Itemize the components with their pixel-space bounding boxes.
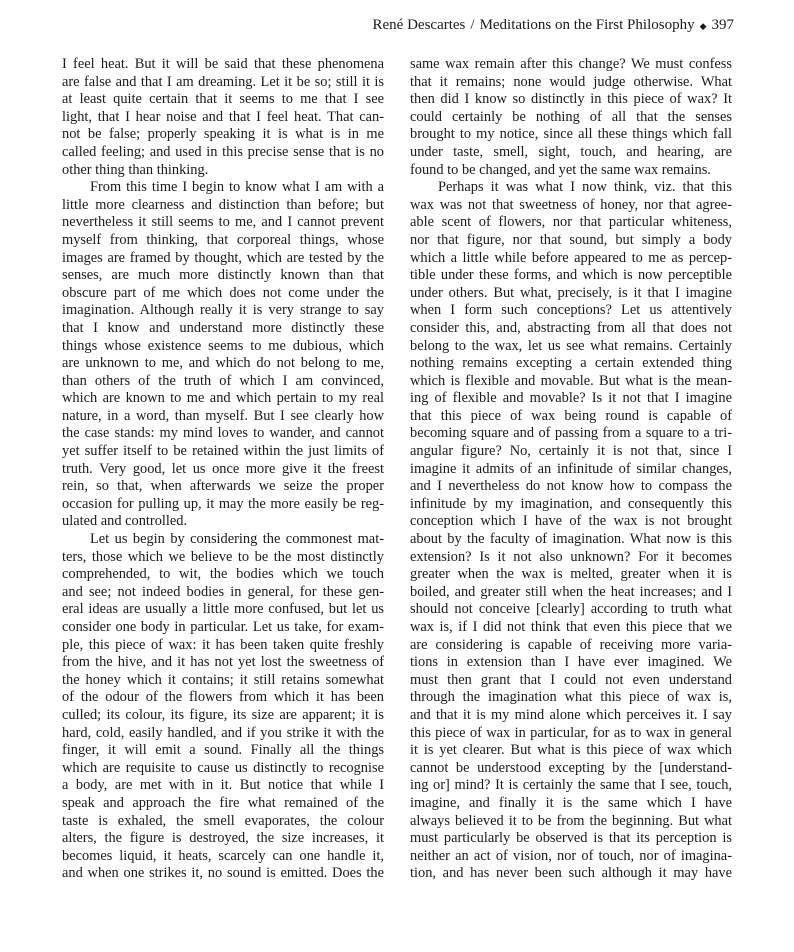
left-column-line: rein, so that, when afterwards we seize the proper	[62, 478, 384, 495]
left-column-line: nature, in a word, than myself. But I see clearly how	[62, 407, 384, 424]
right-column-line: Perhaps it was what I now think, viz. that this	[438, 179, 732, 196]
right-column-line: consider this, and, abstracting from all that does not	[410, 319, 732, 336]
right-column-line: infinitude by my imagination, and consequently this	[410, 495, 732, 512]
left-column-line: From this time I begin to know what I am with a	[90, 179, 384, 196]
right-column-line: when I form such conceptions? Let us attentively	[410, 302, 732, 319]
right-column-line: conception which I have of the wax is not brought	[410, 513, 732, 530]
right-column-line: this piece of wax in particular, for as to wax in general	[410, 724, 732, 741]
header-author: René Descartes	[372, 16, 466, 33]
header-separator: /	[470, 16, 475, 33]
right-column-line: nothing remains excepting a certain extended thing	[410, 355, 732, 372]
right-column-line: neither an act of vision, nor of touch, nor of imagina-	[410, 847, 732, 864]
right-column-line: and that it is my mind alone which perceives it. I say	[410, 706, 732, 723]
right-column-line: boiled, and greater still when the heat increases; and I	[410, 583, 732, 600]
left-column-line: ple, this piece of wax: it has been taken quite freshly	[62, 636, 384, 653]
right-column-line: must then grant that I could not even understand	[410, 671, 732, 688]
left-column-line: called feeling; and used in this precise sense that is no	[62, 143, 384, 160]
left-column-line: senses, are much more distinctly known than that	[62, 267, 384, 284]
left-column-line: at least quite certain that it seems to me that I see	[62, 91, 384, 108]
right-column-line: and I nevertheless do not know how to compass the	[410, 478, 732, 495]
left-column-line: myself from thinking, that corporeal things, whose	[62, 231, 384, 248]
left-column-line: hard, cold, easily handled, and if you strike it with the	[62, 724, 384, 741]
left-column-line: from the hive, and it has not yet lost the sweetness of	[62, 654, 384, 671]
left-column-line: comprehended, to wit, the bodies which we touch	[62, 566, 384, 583]
left-column-line: alters, the figure is destroyed, the size increases, it	[62, 830, 384, 847]
right-column-line: it is yet clearer. But what is this piece of wax which	[410, 742, 732, 759]
left-column-line: becomes liquid, it heats, scarcely can one handle it,	[62, 847, 384, 864]
left-column-line: images are framed by thought, which are tested by the	[62, 249, 384, 266]
right-column-line: about by the faculty of imagination. What now is this	[410, 531, 732, 548]
right-column-line: then did I know so distinctly in this piece of wax? It	[410, 91, 732, 108]
left-column-line: taste is exhaled, the smell evaporates, the colour	[62, 812, 384, 829]
left-column-line: are unknown to me, and which do not belong to me,	[62, 355, 384, 372]
right-column-line: nor that figure, nor that sound, but simply a body	[410, 231, 732, 248]
right-column-line: brought to my notice, since all these things which fall	[410, 126, 732, 143]
right-column-line: should not conceive [clearly] according to truth what	[410, 601, 732, 618]
right-column-line: wax was not that sweetness of honey, nor that agree-	[410, 196, 732, 213]
left-column-line: finger, it will emit a sound. Finally all the things	[62, 742, 384, 759]
diamond-icon: ◆	[699, 20, 707, 31]
right-column-line: angular figure? No, certainly it is not that, since I	[410, 443, 732, 460]
left-column-line: that I know and understand more distinctly these	[62, 319, 384, 336]
left-column-line: ulated and controlled.	[62, 513, 188, 530]
right-column-line: imagine, and finally it is the same which I have	[410, 794, 732, 811]
left-column-line: and when one strikes it, no sound is emitted. Does the	[62, 865, 384, 882]
left-column-line: ters, those which we believe to be the most distinctly	[62, 548, 384, 565]
left-column-line: the case stands: my mind loves to wander, and cannot	[62, 425, 384, 442]
left-column-line: little more clearness and distinction than before; but	[62, 196, 384, 213]
right-column-line: greater when the wax is melted, greater when it is	[410, 566, 732, 583]
left-column-line: speak and approach the fire what remained of the	[62, 794, 384, 811]
right-column-line: tion, and has never been such although it may have	[410, 865, 732, 882]
right-column-line: tions in extension than I have ever imagined. We	[410, 654, 732, 671]
right-column-line: which is flexible and movable. But what is the mean-	[410, 372, 732, 389]
left-column-line: of the odour of the flowers from which it has been	[62, 689, 384, 706]
right-column-line: must particularly be observed is that its perception is	[410, 830, 732, 847]
left-column-line: are false and that I am dreaming. Let it be so; still it is	[62, 73, 384, 90]
header-title: Meditations on the First Philosophy	[479, 16, 695, 33]
left-column-line: a body, are met with in it. But notice that while I	[62, 777, 384, 794]
right-text-column	[410, 56, 732, 883]
right-column-line: able scent of flowers, nor that particular whiteness,	[410, 214, 732, 231]
left-column-line: the honey which it contains; it still retains somewhat	[62, 671, 384, 688]
left-column-line: light, that I hear noise and that I feel heat. That can-	[62, 108, 384, 125]
running-header	[372, 14, 734, 36]
left-column-line: not be false; properly speaking it is what is in me	[62, 126, 384, 143]
right-column-line: ing or] mind? It is certainly the same that I see, touch,	[410, 777, 732, 794]
right-column-line: cannot be understood excepting by the [understand-	[410, 759, 732, 776]
left-column-line: Let us begin by considering the commonest mat-	[90, 531, 384, 548]
left-text-column	[62, 56, 384, 883]
left-column-line: eral ideas are usually a little more confused, but let us	[62, 601, 384, 618]
right-column-line: that this piece of wax being round is capable of	[410, 407, 732, 424]
right-column-line: extension? Is it not also unknown? For it becomes	[410, 548, 732, 565]
left-column-line: than others of the truth of which I am convinced,	[62, 372, 384, 389]
right-column-line: same wax remain after this change? We must confess	[410, 56, 732, 72]
left-column-line: I feel heat. But it will be said that these phenomena	[62, 56, 384, 72]
left-column-line: imagination. Although really it is very strange to say	[62, 302, 384, 319]
right-column-line: becoming square and of passing from a square to a tri-	[410, 425, 732, 442]
left-column-line: truth. Very good, let us once more give it the freest	[62, 460, 384, 477]
right-column-line: which a little while before appeared to me as percep-	[410, 249, 732, 266]
right-column-line: could certainly be nothing of all that the senses	[410, 108, 732, 125]
right-column-line: always believed it to be from the beginning. But what	[410, 812, 732, 829]
page-number: 397	[711, 16, 734, 33]
right-column-line: imagine it admits of an infinitude of similar changes,	[410, 460, 732, 477]
left-column-line: consider one body in particular. Let us take, for exam-	[62, 619, 384, 635]
right-column-line: tible under these forms, and which is now perceptible	[410, 267, 732, 284]
left-column-line: obscure part of me which does not come under the	[62, 284, 384, 301]
right-column-line: found to be changed, and yet the same wax remains.	[410, 161, 711, 178]
right-column-line: are considering is capable of receiving more varia-	[410, 636, 732, 653]
left-column-line: which are known to me and which pertain to my real	[62, 390, 384, 407]
right-column-line: wax is, if I did not think that even this piece that we	[410, 619, 732, 635]
left-column-line: other thing than thinking.	[62, 161, 209, 178]
left-column-line: and see; not indeed bodies in general, for these gen-	[62, 583, 384, 600]
left-column-line: things whose existence seems to me dubious, which	[62, 337, 384, 354]
right-column-line: that it remains; none would judge otherwise. What	[410, 73, 732, 90]
right-column-line: under taste, smell, sight, touch, and hearing, are	[410, 143, 732, 160]
left-column-line: yet suffer itself to be retained within the just limits of	[62, 443, 384, 460]
right-column-line: ing of flexible and movable? Is it not that I imagine	[410, 390, 732, 407]
left-column-line: culled; its colour, its figure, its size are apparent; it is	[62, 706, 384, 723]
right-column-line: under others. But what, precisely, is it that I imagine	[410, 284, 732, 301]
left-column-line: occasion for pulling up, it may the more easily be reg-	[62, 495, 384, 512]
left-column-line: nevertheless it still seems to me, and I cannot prevent	[62, 214, 384, 231]
left-column-line: which are requisite to cause us distinctly to recognise	[62, 759, 384, 776]
right-column-line: belong to the wax, let us see what remains. Certainly	[410, 337, 732, 354]
right-column-line: through the imagination what this piece of wax is,	[410, 689, 732, 706]
